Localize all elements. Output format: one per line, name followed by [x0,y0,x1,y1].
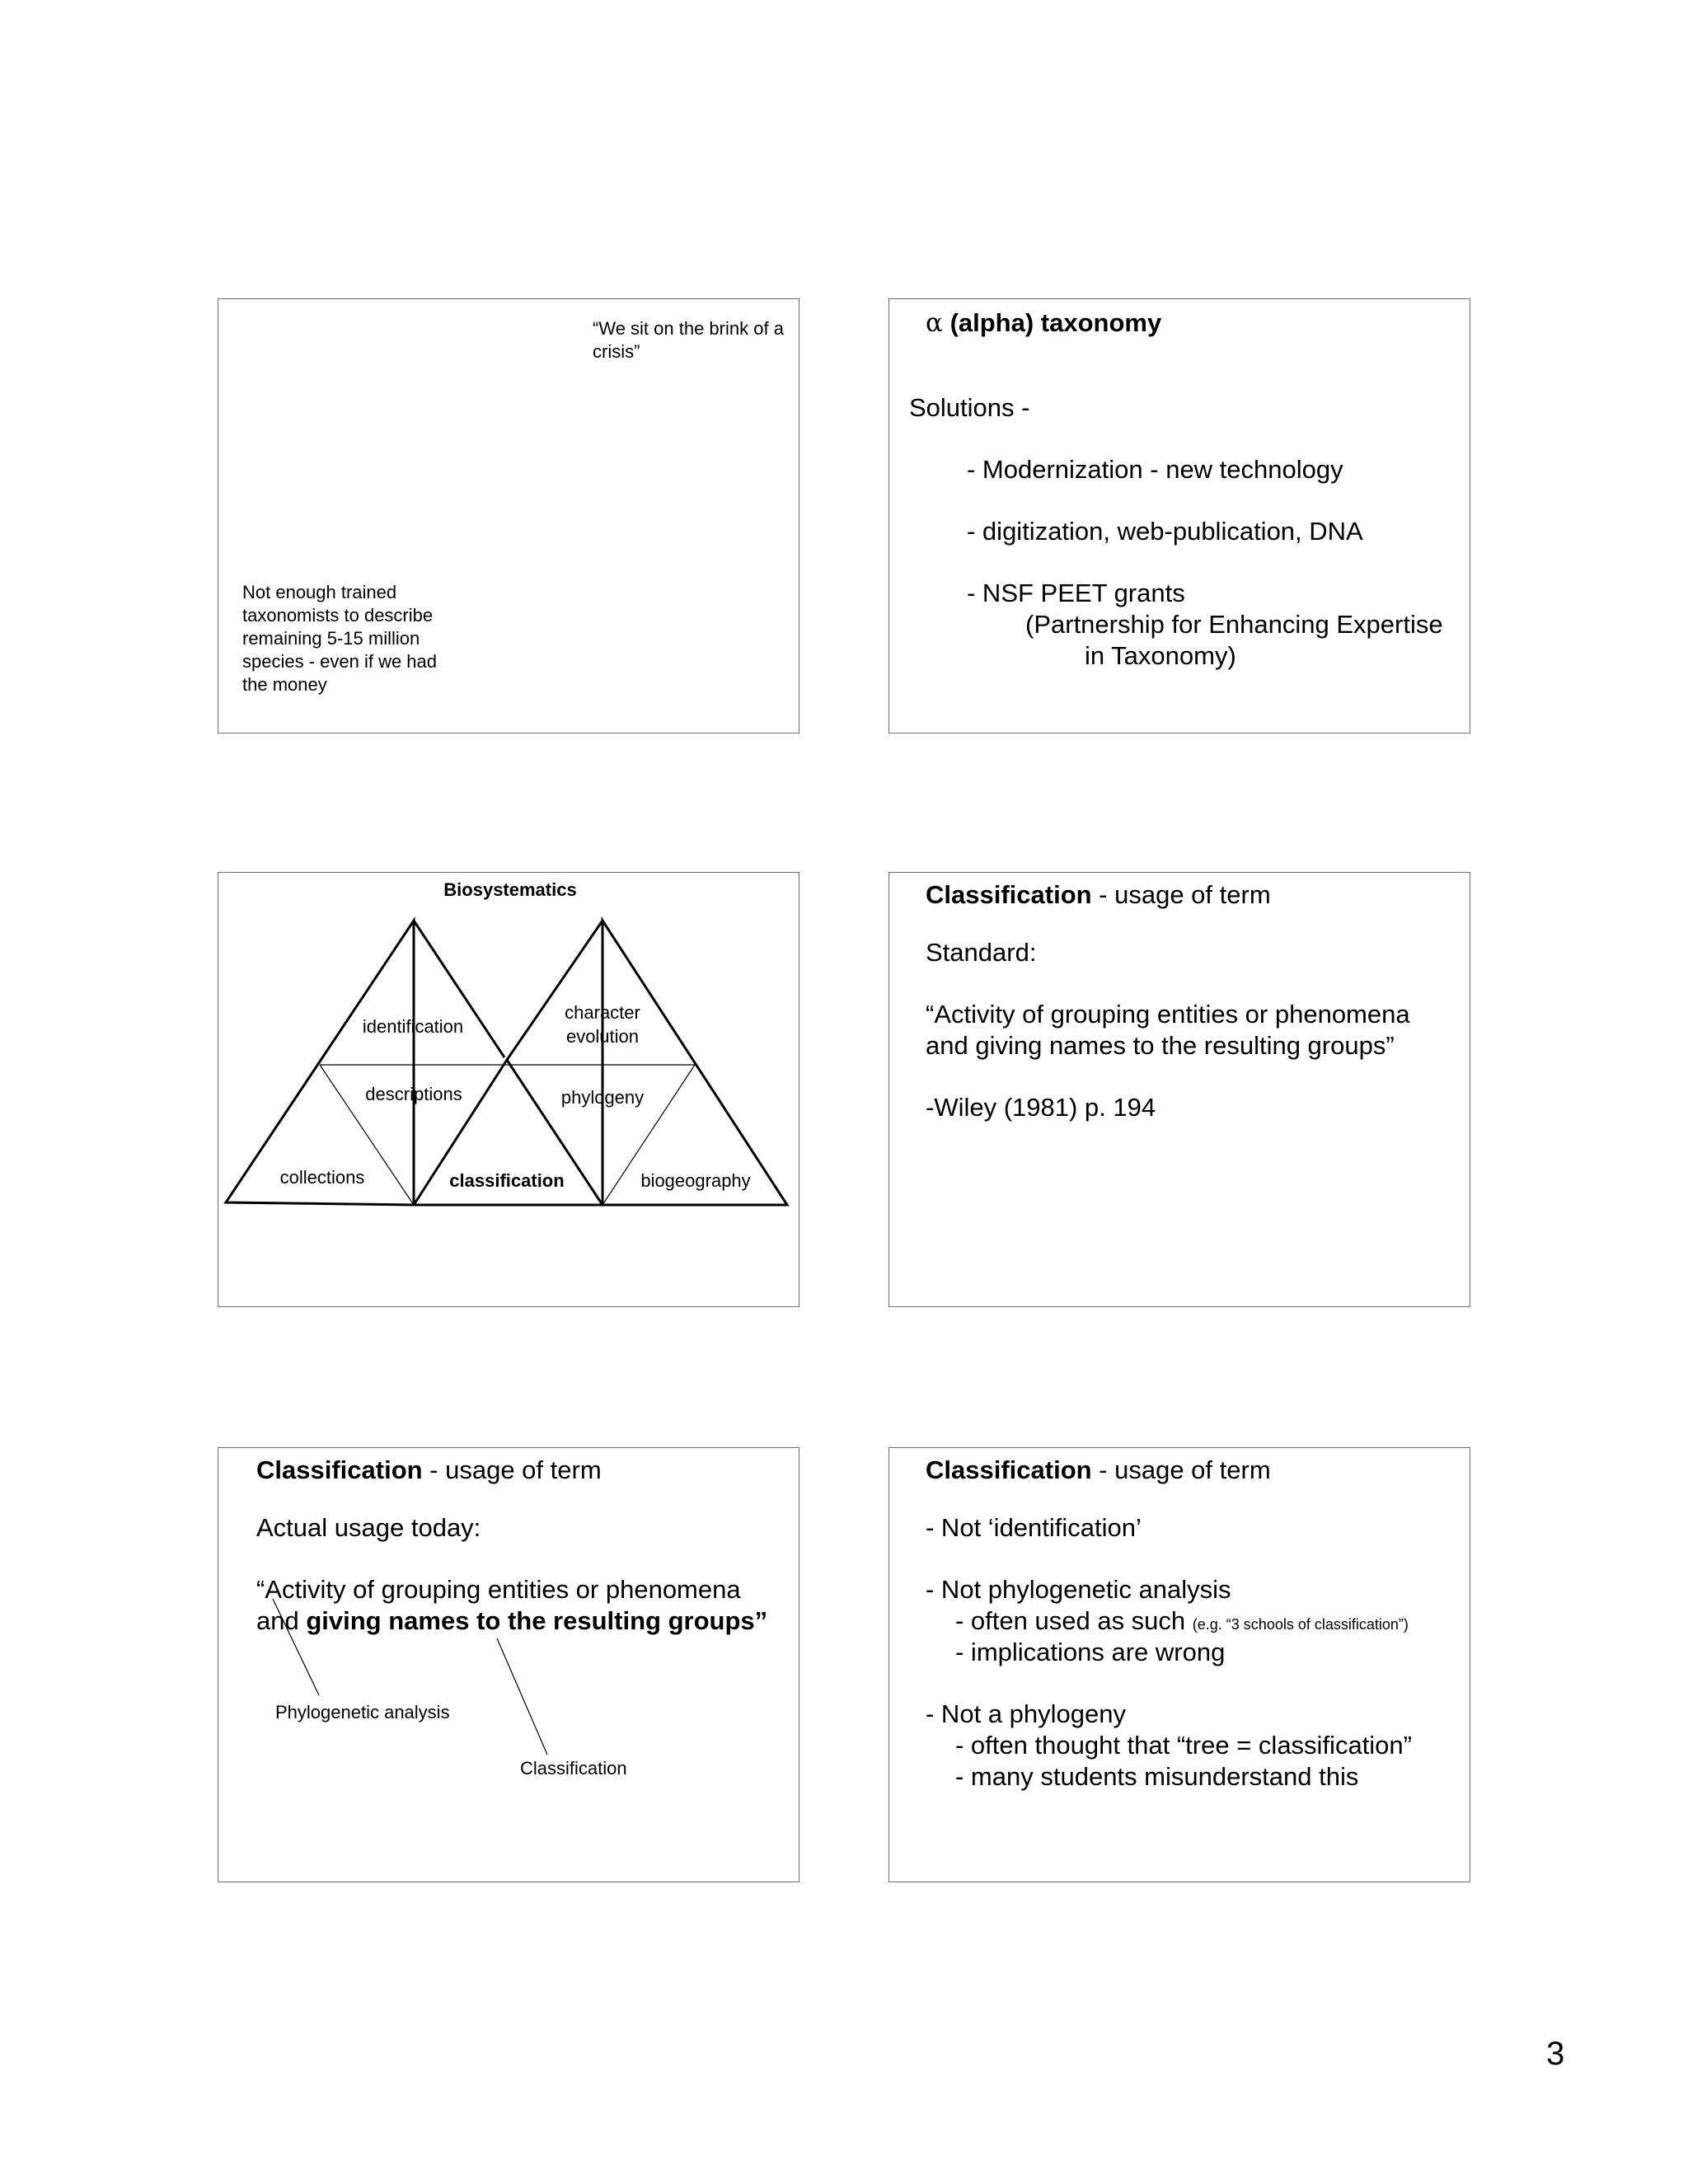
slide-3 [218,872,799,1307]
subpoint-implications: - implications are wrong [955,1638,1226,1666]
solution-item: - Modernization - new technology [967,455,1343,484]
solutions-heading: Solutions - [909,393,1030,422]
title-rest: - usage of term [1091,880,1271,909]
solution-item: - digitization, web-publication, DNA [967,517,1363,546]
definition-bold: giving names to the resulting groups” [306,1606,768,1635]
label-collections: collections [279,1167,365,1188]
left-triangle-right-edge [414,921,504,1057]
taxonomist-note: Not enough trained taxonomists to describe remaining 5-15 million species - even if we had the money [242,582,438,695]
slide-6 [889,1447,1470,1882]
diagram-title: Biosystematics [443,879,577,900]
label-classification: classification [449,1170,565,1191]
actual-usage-heading: Actual usage today: [256,1513,481,1542]
label-phylogeny: phylogeny [560,1087,645,1108]
peet-expansion-2: in Taxonomy) [1085,641,1236,670]
crisis-quote: “We sit on the brink of a crisis” [593,318,784,362]
often-used-example: (e.g. “3 schools of classification”) [1192,1616,1409,1633]
subpoint-students: - many students misunderstand this [955,1762,1359,1791]
label-biogeography: biogeography [640,1170,751,1191]
slide-title [926,1455,1271,1486]
definition-line-1: “Activity of grouping entities or phenomena [926,1000,1410,1029]
page-number: 3 [1546,2036,1565,2072]
solution-item: - NSF PEET grants [967,579,1185,607]
alpha-symbol: α [926,308,943,338]
label-phylogenetic-analysis: Phylogenetic analysis [275,1702,450,1722]
definition-plain: and [256,1606,307,1635]
often-used-text: - often used as such [955,1606,1193,1635]
point-not-phylogenetic: - Not phylogenetic analysis [926,1575,1231,1604]
title-rest: - usage of term [422,1455,602,1484]
pointer-line-classification [497,1638,547,1755]
pointer-line-phylogenetic [273,1599,319,1695]
title-rest: - usage of term [1091,1455,1271,1484]
pointer-lines [218,1448,800,1883]
title-bold: Classification [926,880,1092,909]
definition-line-1: “Activity of grouping entities or phenomena [256,1575,741,1604]
slide-5 [218,1447,799,1882]
point-not-phylogeny: - Not a phylogeny [926,1699,1126,1728]
label-descriptions: descriptions [365,1084,462,1104]
subpoint-tree: - often thought that “tree = classification” [955,1731,1412,1760]
label-identification: identification [362,1016,464,1037]
label-character: character [565,1002,640,1023]
slide-title [926,879,1271,911]
label-evolution: evolution [565,1026,640,1047]
citation: -Wiley (1981) p. 194 [926,1093,1156,1122]
title-text: (alpha) taxonomy [950,308,1162,337]
slide-4 [889,872,1470,1307]
subpoint-often-used [955,1605,1409,1640]
slide-1 [218,298,799,733]
title-bold: Classification [926,1455,1092,1484]
biosystematics-diagram [218,873,800,1308]
point-not-identification: - Not ‘identification’ [926,1513,1142,1542]
title-bold: Classification [256,1455,423,1484]
slide-title [926,307,1161,339]
peet-expansion-1: (Partnership for Enhancing Expertise [1025,610,1443,639]
slide-2 [889,298,1470,733]
definition-line-2: and giving names to the resulting groups” [926,1031,1395,1060]
label-classification: Classification [520,1758,627,1779]
standard-heading: Standard: [926,938,1037,967]
